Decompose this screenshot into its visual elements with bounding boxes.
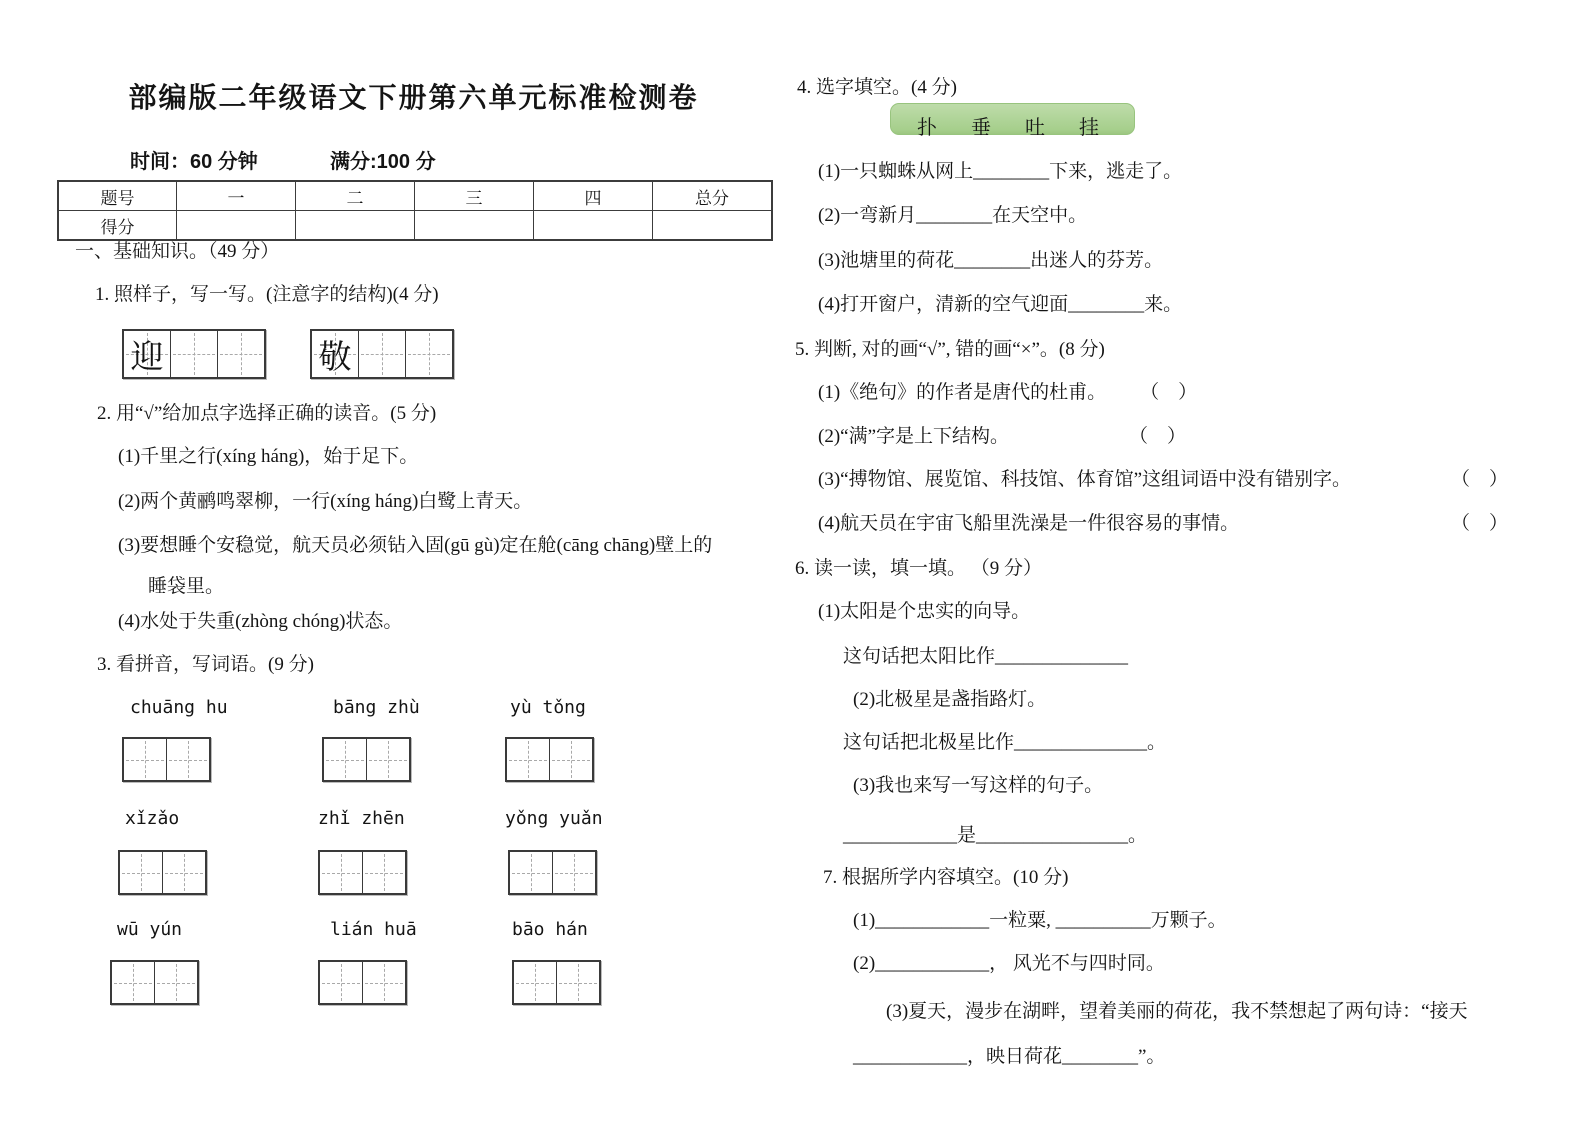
grid-cell [406,331,452,377]
grid-cell [363,962,405,1003]
q6-line: (1)太阳是个忠实的向导。 [818,601,1031,622]
q2-item: (4)水处于失重(zhòng chóng)状态。 [118,611,403,632]
grid-cell [550,739,592,780]
q1-title: 1. 照样子，写一写。(注意字的结构)(4 分) [95,284,439,305]
q6-line: ____________是________________。 [843,825,1148,846]
score-table-empty-cell [177,211,296,241]
q4-item: (1)一只蜘蛛从网上________下来，逃走了。 [818,161,1183,182]
score-table-cell: 一 [177,181,296,211]
answer-bracket: （ ） [1129,426,1187,447]
score-table-empty-cell [296,211,415,241]
time-label: 时间：60 分钟 [130,151,258,173]
pinyin-label: yù tǒng [510,697,586,718]
score-table-cell: 二 [296,181,415,211]
score-table-cell: 得分 [58,211,177,241]
q5-item-text: (2)“满”字是上下结构。 [818,426,1010,447]
answer-bracket: （ ） [1140,382,1198,403]
q4-item: (3)池塘里的荷花________出迷人的芬芳。 [818,250,1164,271]
writing-grid [318,850,407,895]
q6-line: (2)北极星是盏指路灯。 [853,689,1047,710]
grid-cell [320,852,363,893]
grid-cell [171,331,218,377]
full-score-label: 满分:100 分 [330,151,436,173]
example-character: 迎 [130,339,164,376]
grid-cell [163,852,205,893]
pinyin-label: bāng zhù [333,697,420,718]
example-character: 敬 [318,339,352,376]
writing-grid [318,960,407,1005]
pinyin-label: xǐzǎo [125,808,180,829]
grid-cell [510,852,553,893]
score-table [57,180,773,241]
writing-grid [310,329,454,379]
score-table-cell: 题号 [58,181,177,211]
score-table-cell: 三 [415,181,534,211]
writing-grid [322,737,411,782]
q7-line: ____________，映日荷花________”。 [853,1046,1166,1067]
writing-grid [508,850,597,895]
q7-line: (3)夏天，漫步在湖畔，望着美丽的荷花，我不禁想起了两句诗：“接天 [886,1001,1468,1022]
writing-grid [122,737,211,782]
pinyin-label: lián huā [330,919,417,940]
q3-title: 3. 看拼音，写词语。(9 分) [97,654,314,675]
grid-cell [218,331,264,377]
writing-grid [110,960,199,1005]
score-table-score-row [58,211,772,241]
grid-cell [367,739,409,780]
q4-title: 4. 选字填空。(4 分) [797,77,957,98]
pinyin-label: wū yún [117,919,183,940]
score-table-header-row [58,181,772,211]
pinyin-label: yǒng yuǎn [505,808,603,829]
grid-cell [553,852,595,893]
q6-line: 这句话把太阳比作______________ [843,646,1129,667]
q2-item: (3)要想睡个安稳觉，航天员必须钻入固(gū gù)定在舱(cāng chāng)壁上的 [118,535,713,556]
q2-item: (1)千里之行(xíng háng)，始于足下。 [118,446,419,467]
q5-item-text: (4)航天员在宇宙飞船里洗澡是一件很容易的事情。 [818,513,1240,534]
writing-grid [505,737,594,782]
page-title: 部编版二年级语文下册第六单元标准检测卷 [128,82,699,113]
q7-line: (1)____________一粒粟, __________万颗子。 [853,910,1227,931]
q2-item: (2)两个黄鹂鸣翠柳，一行(xíng háng)白鹭上青天。 [118,491,533,512]
q5-item-row [818,468,1508,492]
answer-bracket: （ ） [1450,469,1508,490]
q5-item-text: (3)“搏物馆、展览馆、科技馆、体育馆”这组词语中没有错别字。 [818,469,1352,490]
writing-grid [512,960,601,1005]
q5-item-text: (1)《绝句》的作者是唐代的杜甫。 [818,382,1107,403]
grid-cell [124,331,171,377]
q6-title: 6. 读一读，填一填。 （9 分） [795,558,1043,579]
grid-cell [112,962,155,1003]
pinyin-label: bāo hán [512,919,588,940]
grid-cell [120,852,163,893]
writing-grid [118,850,207,895]
q5-title: 5. 判断, 对的画“√”, 错的画“×”。(8 分) [795,339,1105,360]
q7-title: 7. 根据所学内容填空。(10 分) [823,867,1069,888]
grid-cell [320,962,363,1003]
grid-cell [167,739,209,780]
q4-item: (4)打开窗户，清新的空气迎面________来。 [818,294,1183,315]
grid-cell [155,962,197,1003]
grid-cell [324,739,367,780]
q6-line: 这句话把北极星比作______________。 [843,732,1167,753]
section1-heading: 一、基础知识。（49 分） [75,241,280,262]
q7-line: (2)____________， 风光不与四时同。 [853,953,1165,974]
char-bank: 扑 垂 吐 挂 [917,117,1106,139]
q4-item: (2)一弯新月________在天空中。 [818,205,1088,226]
q2-title: 2. 用“√”给加点字选择正确的读音。(5 分) [97,403,437,424]
grid-cell [557,962,599,1003]
score-table-cell: 四 [534,181,653,211]
grid-cell [312,331,359,377]
writing-grid [122,329,266,379]
grid-cell [124,739,167,780]
grid-cell [507,739,550,780]
q5-item-row [818,381,1508,405]
score-table-empty-cell [534,211,653,241]
pinyin-label: chuāng hu [130,697,228,718]
q5-item-row [818,425,1508,449]
grid-cell [363,852,405,893]
grid-cell [359,331,406,377]
grid-cell [514,962,557,1003]
answer-bracket: （ ） [1450,513,1508,534]
q6-line: (3)我也来写一写这样的句子。 [853,775,1104,796]
score-table-empty-cell [415,211,534,241]
score-table-empty-cell [653,211,773,241]
pinyin-label: zhǐ zhēn [318,808,405,829]
q2-item-continuation: 睡袋里。 [148,576,225,597]
q5-item-row [818,512,1508,536]
score-table-cell: 总分 [653,181,773,211]
